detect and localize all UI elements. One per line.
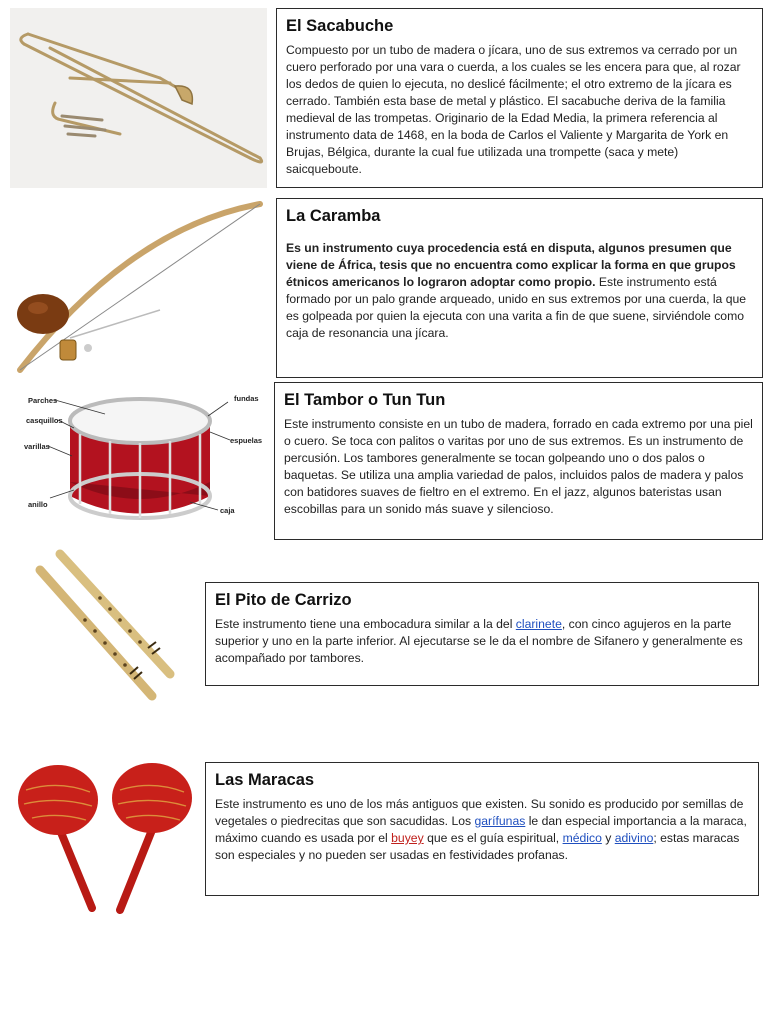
- caramba-title: La Caramba: [286, 207, 381, 225]
- drum-label-fundas: fundas: [234, 394, 259, 403]
- drum-label-parches: Parches: [28, 396, 58, 405]
- pito-text-a: Este instrumento tiene una embocadura similar a la del: [215, 617, 516, 631]
- drum-diagram-image: [10, 386, 268, 536]
- drum-label-casquillos: casquillos: [26, 416, 63, 425]
- caramba-description: [286, 240, 753, 342]
- cane-flute-image: [30, 546, 182, 706]
- garifunas-link[interactable]: garífunas: [474, 814, 526, 828]
- musical-bow-icon: [10, 198, 268, 376]
- sackbut-image: [10, 8, 267, 188]
- buyey-link[interactable]: buyey: [391, 831, 424, 845]
- maracas-text-a: Este instrumento es uno de los más antiguos que existen. Su sonido es producido por semillas de vegetales o piedrecitas que son sacudidas. Los: [215, 797, 744, 828]
- pito-text-b: , con cinco agujeros en la parte superior y uno en la parte inferior. Al ejecutarse se le da el nombre de Sifanero y generalmente es acompañado por tambores.: [215, 617, 743, 665]
- maracas-icon: [12, 760, 198, 920]
- maracas-description: [215, 796, 749, 864]
- caramba-text: Este instrumento está formado por un palo grande arqueado, unido en sus extremos por una cuerda, la que es golpeada por quien la ejecuta con una varita a fin de que suene, sirviéndole como caja de resonancia una jícara.: [286, 275, 747, 340]
- caramba-bold-text: Es un instrumento cuya procedencia está en disputa, algunos presumen que viene de África, tesis que no encuentra como explicar la forma en que grupos étnicos americanos lo lograron adoptar como propio.: [286, 241, 736, 289]
- sacabuche-card: [276, 8, 763, 188]
- drum-label-espuelas: espuelas: [230, 436, 263, 445]
- maracas-title: Las Maracas: [215, 771, 315, 789]
- maracas-text-e: ; estas maracas son especiales y no pueden ser usadas en festividades profanas.: [215, 831, 740, 862]
- pito-description: [215, 616, 749, 667]
- maracas-text-b: le dan especial importancia a la maraca, máximo cuando es usada por el: [215, 814, 747, 845]
- tambor-title: El Tambor o Tun Tun: [284, 391, 446, 409]
- maracas-text-c: que es el guía espiritual,: [423, 831, 563, 845]
- sacabuche-description: Compuesto por un tubo de madera o jícara, uno de sus extremos va cerrado por un cuero perforado por una vara o cuerda, a los cuales se les encera para que, al rozar los dedos de quien lo ejecuta, no deslicé fácilmente; el otro extremo de la jícara es cerrado. También esta base de metal y plástico. El sacabuche deriva de la familia medieval de las trompetas. Originario de la Edad Media, la primera referencia al instrumento data de 1468, en la boda de Carlos el Valiente y Margarita de York en Brujas, Bélgica, durante la cual fue utilizada una trompette (saca y mete) saicqueboute.: [286, 43, 741, 176]
- maracas-card: [205, 762, 759, 896]
- sacabuche-title: El Sacabuche: [286, 17, 394, 35]
- tambor-card: [274, 382, 763, 540]
- adivino-link[interactable]: adivino: [614, 831, 654, 845]
- drum-label-caja: caja: [220, 506, 235, 515]
- clarinete-link[interactable]: clarinete: [515, 617, 562, 631]
- pito-card: [205, 582, 759, 686]
- pito-title: El Pito de Carrizo: [215, 591, 352, 609]
- caramba-image: [10, 198, 268, 376]
- maracas-image: [12, 760, 198, 920]
- drum-label-varillas: varillas: [24, 442, 50, 451]
- maracas-text-d: y: [601, 831, 615, 845]
- drum-label-anillo: anillo: [28, 500, 48, 509]
- cane-flute-icon: [30, 546, 182, 706]
- caramba-card: [276, 198, 763, 378]
- medico-link[interactable]: médico: [562, 831, 602, 845]
- sackbut-icon: [10, 8, 267, 188]
- tambor-description: Este instrumento consiste en un tubo de madera, forrado en cada extremo por una piel o cuero. Se toca con palitos o varitas por uno de sus extremos. Es un instrumento de percusión. Los tambores generalmente se tocan golpeando uno o dos palos o baquetas. Se utiliza una amplia variedad de palos, incluidos palos de madera y palos con batidores suaves de fieltro en el extremo. En el jazz, algunos bateristas usan escobillas para un sonido más suave y silencioso.: [284, 417, 753, 516]
